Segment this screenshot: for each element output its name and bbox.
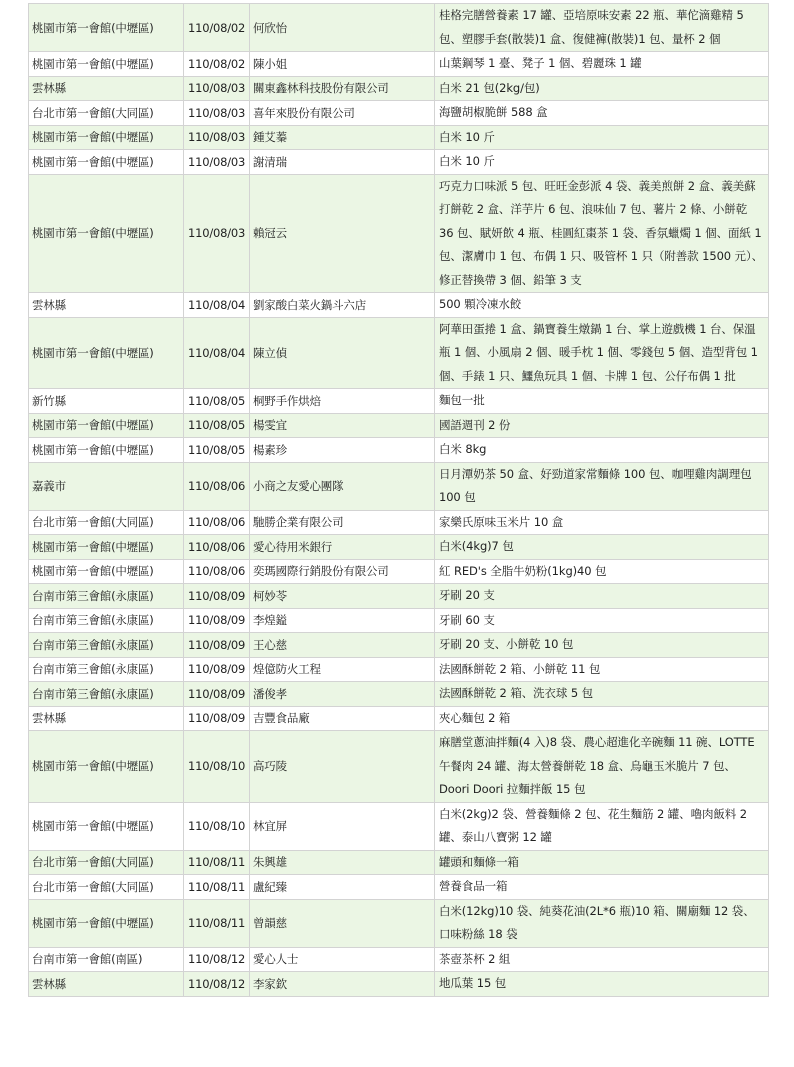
- donor-name-cell: 盧紀臻: [250, 875, 435, 900]
- donor-name-cell: 何欣怡: [250, 4, 435, 52]
- table-row: [29, 125, 769, 150]
- items-cell: 阿華田蛋捲 1 盒、鍋寶養生燉鍋 1 台、掌上遊戲機 1 台、保溫瓶 1 個、小風扇 2 個、暖手枕 1 個、零錢包 5 個、造型背包 1 個、手錶 1 只、鱷魚玩具 1 個、卡牌 1 包、公仔布偶 1 批: [435, 317, 769, 389]
- table-row: [29, 947, 769, 972]
- items-cell: 500 顆冷凍水餃: [435, 293, 769, 318]
- table-row: [29, 559, 769, 584]
- donor-name-cell: 柯妙苓: [250, 584, 435, 609]
- org-cell: 雲林縣: [29, 706, 184, 731]
- date-cell: 110/08/09: [184, 584, 250, 609]
- items-cell: 家樂氏原味玉米片 10 盒: [435, 510, 769, 535]
- donor-name-cell: 李家欽: [250, 972, 435, 997]
- org-cell: 桃園市第一會館(中壢區): [29, 150, 184, 175]
- table-row: [29, 657, 769, 682]
- date-cell: 110/08/02: [184, 52, 250, 77]
- items-cell: 茶壺茶杯 2 組: [435, 947, 769, 972]
- table-row: [29, 438, 769, 463]
- org-cell: 嘉義市: [29, 462, 184, 510]
- org-cell: 桃園市第一會館(中壢區): [29, 899, 184, 947]
- donor-name-cell: 桐野手作烘焙: [250, 389, 435, 414]
- date-cell: 110/08/03: [184, 101, 250, 126]
- table-row: [29, 317, 769, 389]
- table-row: [29, 535, 769, 560]
- org-cell: 台南市第三會館(永康區): [29, 584, 184, 609]
- org-cell: 桃園市第一會館(中壢區): [29, 413, 184, 438]
- donation-table: [28, 3, 769, 997]
- items-cell: 白米(4kg)7 包: [435, 535, 769, 560]
- date-cell: 110/08/11: [184, 850, 250, 875]
- items-cell: 牙刷 60 支: [435, 608, 769, 633]
- org-cell: 台北市第一會館(大同區): [29, 101, 184, 126]
- org-cell: 雲林縣: [29, 972, 184, 997]
- donor-name-cell: 高巧陵: [250, 731, 435, 803]
- org-cell: 桃園市第一會館(中壢區): [29, 174, 184, 293]
- donor-name-cell: 喜年來股份有限公司: [250, 101, 435, 126]
- date-cell: 110/08/09: [184, 657, 250, 682]
- items-cell: 麻膳堂蔥油拌麵(4 入)8 袋、農心超進化辛碗麵 11 碗、LOTTE 午餐肉 24 罐、海太營養餅乾 18 盒、烏龜玉米脆片 7 包、Doori Doori 拉麵拌飯 15 包: [435, 731, 769, 803]
- org-cell: 桃園市第一會館(中壢區): [29, 317, 184, 389]
- date-cell: 110/08/03: [184, 125, 250, 150]
- donor-name-cell: 陳小姐: [250, 52, 435, 77]
- org-cell: 台北市第一會館(大同區): [29, 850, 184, 875]
- org-cell: 桃園市第一會館(中壢區): [29, 438, 184, 463]
- items-cell: 罐頭和麵條一箱: [435, 850, 769, 875]
- date-cell: 110/08/09: [184, 682, 250, 707]
- table-row: [29, 875, 769, 900]
- donor-name-cell: 陳立偵: [250, 317, 435, 389]
- items-cell: 牙刷 20 支: [435, 584, 769, 609]
- table-row: [29, 4, 769, 52]
- date-cell: 110/08/12: [184, 947, 250, 972]
- org-cell: 台北市第一會館(大同區): [29, 510, 184, 535]
- date-cell: 110/08/05: [184, 389, 250, 414]
- org-cell: 台南市第三會館(永康區): [29, 657, 184, 682]
- items-cell: 海鹽胡椒脆餅 588 盒: [435, 101, 769, 126]
- items-cell: 日月潭奶茶 50 盒、好勁道家常麵條 100 包、咖哩雞肉調理包 100 包: [435, 462, 769, 510]
- items-cell: 白米 8kg: [435, 438, 769, 463]
- org-cell: 桃園市第一會館(中壢區): [29, 535, 184, 560]
- donor-name-cell: 小商之友愛心團隊: [250, 462, 435, 510]
- donor-name-cell: 奕瑪國際行銷股份有限公司: [250, 559, 435, 584]
- org-cell: 雲林縣: [29, 293, 184, 318]
- org-cell: 桃園市第一會館(中壢區): [29, 731, 184, 803]
- table-row: [29, 584, 769, 609]
- date-cell: 110/08/03: [184, 150, 250, 175]
- table-row: [29, 850, 769, 875]
- org-cell: 桃園市第一會館(中壢區): [29, 4, 184, 52]
- donor-name-cell: 鍾艾蓁: [250, 125, 435, 150]
- org-cell: 雲林縣: [29, 76, 184, 101]
- table-row: [29, 413, 769, 438]
- date-cell: 110/08/06: [184, 559, 250, 584]
- items-cell: 白米 21 包(2kg/包): [435, 76, 769, 101]
- date-cell: 110/08/06: [184, 510, 250, 535]
- table-row: [29, 682, 769, 707]
- donor-name-cell: 朱興雄: [250, 850, 435, 875]
- items-cell: 白米(12kg)10 袋、純葵花油(2L*6 瓶)10 箱、關廟麵 12 袋、口味粉絲 18 袋: [435, 899, 769, 947]
- table-row: [29, 293, 769, 318]
- table-row: [29, 174, 769, 293]
- items-cell: 麵包一批: [435, 389, 769, 414]
- donation-table-container: [28, 3, 768, 997]
- org-cell: 台北市第一會館(大同區): [29, 875, 184, 900]
- org-cell: 台南市第三會館(永康區): [29, 682, 184, 707]
- items-cell: 國語週刊 2 份: [435, 413, 769, 438]
- items-cell: 桂格完膳營養素 17 罐、亞培原味安素 22 瓶、華佗滴雞精 5 包、塑膠手套(散裝)1 盒、復健褲(散裝)1 包、量杯 2 個: [435, 4, 769, 52]
- date-cell: 110/08/06: [184, 462, 250, 510]
- org-cell: 台南市第三會館(永康區): [29, 633, 184, 658]
- items-cell: 紅 RED's 全脂牛奶粉(1kg)40 包: [435, 559, 769, 584]
- table-row: [29, 76, 769, 101]
- org-cell: 桃園市第一會館(中壢區): [29, 125, 184, 150]
- donor-name-cell: 吉豐食品廠: [250, 706, 435, 731]
- table-row: [29, 389, 769, 414]
- date-cell: 110/08/10: [184, 731, 250, 803]
- date-cell: 110/08/12: [184, 972, 250, 997]
- date-cell: 110/08/09: [184, 633, 250, 658]
- table-row: [29, 462, 769, 510]
- donor-name-cell: 李煌鎰: [250, 608, 435, 633]
- date-cell: 110/08/09: [184, 706, 250, 731]
- table-row: [29, 52, 769, 77]
- donor-name-cell: 曾韻慈: [250, 899, 435, 947]
- org-cell: 桃園市第一會館(中壢區): [29, 802, 184, 850]
- donor-name-cell: 劉家酸白菜火鍋斗六店: [250, 293, 435, 318]
- org-cell: 新竹縣: [29, 389, 184, 414]
- table-row: [29, 731, 769, 803]
- org-cell: 台南市第三會館(永康區): [29, 608, 184, 633]
- items-cell: 白米 10 斤: [435, 150, 769, 175]
- date-cell: 110/08/11: [184, 875, 250, 900]
- donor-name-cell: 愛心人士: [250, 947, 435, 972]
- donor-name-cell: 馳勝企業有限公司: [250, 510, 435, 535]
- date-cell: 110/08/03: [184, 174, 250, 293]
- donor-name-cell: 關東鑫林科技股份有限公司: [250, 76, 435, 101]
- date-cell: 110/08/02: [184, 4, 250, 52]
- table-row: [29, 633, 769, 658]
- donor-name-cell: 煌億防火工程: [250, 657, 435, 682]
- items-cell: 牙刷 20 支、小餅乾 10 包: [435, 633, 769, 658]
- table-row: [29, 802, 769, 850]
- items-cell: 山葉鋼琴 1 臺、凳子 1 個、碧麗珠 1 罐: [435, 52, 769, 77]
- date-cell: 110/08/06: [184, 535, 250, 560]
- org-cell: 桃園市第一會館(中壢區): [29, 559, 184, 584]
- items-cell: 法國酥餅乾 2 箱、小餅乾 11 包: [435, 657, 769, 682]
- date-cell: 110/08/10: [184, 802, 250, 850]
- donor-name-cell: 潘俊孝: [250, 682, 435, 707]
- donation-table-body: [29, 4, 769, 997]
- items-cell: 夾心麵包 2 箱: [435, 706, 769, 731]
- org-cell: 桃園市第一會館(中壢區): [29, 52, 184, 77]
- date-cell: 110/08/04: [184, 293, 250, 318]
- table-row: [29, 899, 769, 947]
- donor-name-cell: 王心慈: [250, 633, 435, 658]
- table-row: [29, 608, 769, 633]
- date-cell: 110/08/04: [184, 317, 250, 389]
- table-row: [29, 706, 769, 731]
- date-cell: 110/08/05: [184, 438, 250, 463]
- items-cell: 營養食品一箱: [435, 875, 769, 900]
- items-cell: 地瓜葉 15 包: [435, 972, 769, 997]
- donor-name-cell: 楊雯宜: [250, 413, 435, 438]
- donor-name-cell: 林宜屏: [250, 802, 435, 850]
- date-cell: 110/08/03: [184, 76, 250, 101]
- donor-name-cell: 愛心待用米銀行: [250, 535, 435, 560]
- items-cell: 白米(2kg)2 袋、營養麵條 2 包、花生麵筋 2 罐、嚕肉飯料 2 罐、泰山八寶粥 12 罐: [435, 802, 769, 850]
- date-cell: 110/08/11: [184, 899, 250, 947]
- table-row: [29, 150, 769, 175]
- table-row: [29, 101, 769, 126]
- donor-name-cell: 楊素珍: [250, 438, 435, 463]
- date-cell: 110/08/05: [184, 413, 250, 438]
- items-cell: 巧克力口味派 5 包、旺旺金彭派 4 袋、義美煎餅 2 盒、義美蘇打餅乾 2 盒、洋芋片 6 包、浪味仙 7 包、薯片 2 條、小餅乾 36 包、賦妍飲 4 瓶、桂圓紅棗茶 1 袋、香氛蠟燭 1 個、面紙 1 包、潔膚巾 1 包、布偶 1 只、吸管杯 1 只（附善款 1500 元）、修正替換帶 3 個、鉛筆 3 支: [435, 174, 769, 293]
- donor-name-cell: 賴冠云: [250, 174, 435, 293]
- org-cell: 台南市第一會館(南區): [29, 947, 184, 972]
- table-row: [29, 972, 769, 997]
- table-row: [29, 510, 769, 535]
- date-cell: 110/08/09: [184, 608, 250, 633]
- items-cell: 白米 10 斤: [435, 125, 769, 150]
- donor-name-cell: 謝清瑞: [250, 150, 435, 175]
- items-cell: 法國酥餅乾 2 箱、洗衣球 5 包: [435, 682, 769, 707]
